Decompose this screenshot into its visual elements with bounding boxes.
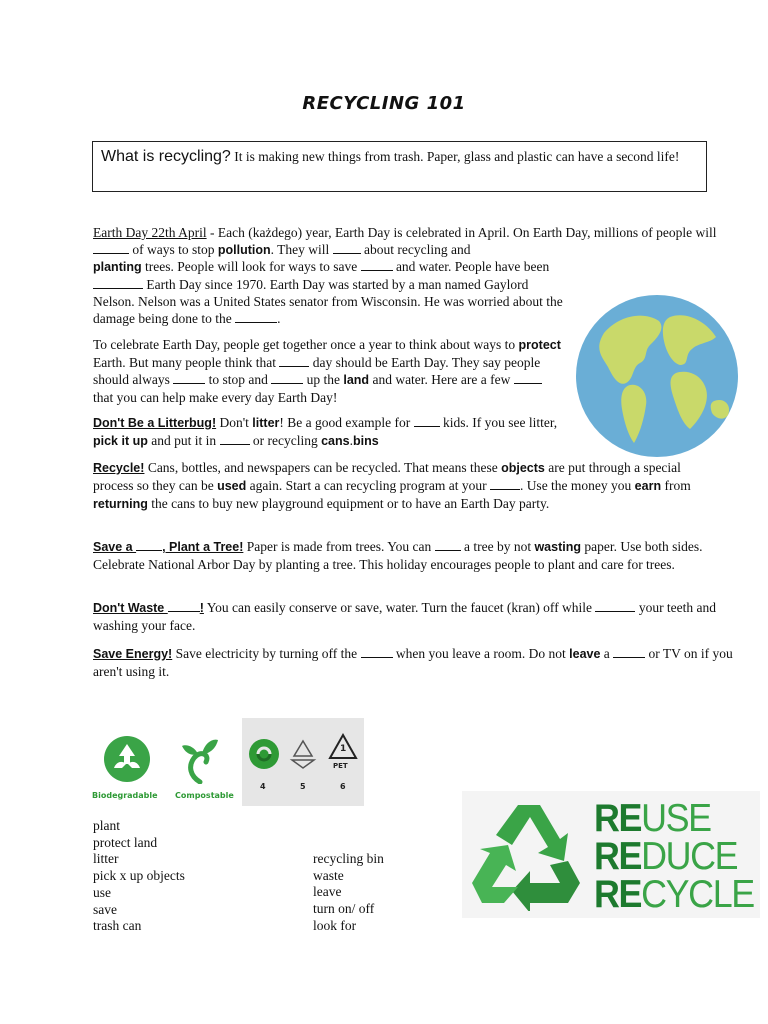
litterbug-paragraph (93, 414, 563, 450)
code-4: 4 (260, 782, 266, 791)
keyword: returning (93, 497, 148, 511)
reduce-prefix: RE (594, 835, 642, 878)
reuse-reduce-recycle-graphic (462, 791, 760, 918)
text: day should be Earth Day. They say people should always (93, 355, 541, 387)
blank (136, 540, 162, 551)
definition-question: What is recycling? (101, 148, 231, 165)
blank (168, 601, 200, 612)
dont-waste-paragraph (93, 599, 723, 634)
text: kids. If you see litter, (439, 415, 558, 430)
text: trees. People will look for ways to save (141, 259, 361, 274)
text: and water. People have been (392, 259, 550, 274)
blank (613, 647, 645, 658)
definition-box (92, 141, 707, 192)
reuse-rest: USE (641, 797, 711, 840)
text: about recycling and (360, 242, 471, 257)
recycle-word (594, 875, 754, 914)
save-energy-heading: Save Energy! (93, 647, 173, 661)
code-6: 6 (340, 782, 346, 791)
word-bank-item: look for (313, 917, 357, 933)
text: To celebrate Earth Day, people get together once a year to think about ways to (93, 337, 519, 352)
keyword: pollution (217, 243, 271, 257)
text: . (277, 311, 281, 326)
word-bank-right (313, 851, 384, 935)
blank (435, 540, 461, 551)
text: to stop and (205, 372, 272, 387)
word-bank-item: use (93, 884, 111, 900)
globe-ocean (576, 295, 738, 457)
keyword: leave (569, 647, 601, 661)
blank (361, 260, 393, 271)
text: . (349, 433, 353, 448)
text: Paper is made from trees. You can (243, 539, 435, 554)
reduce-word (594, 837, 737, 876)
blank (93, 243, 129, 254)
word-bank-item: turn on/ off (313, 901, 375, 917)
pet-number: 1 (340, 744, 347, 754)
text: and put it in (147, 433, 220, 448)
keyword: protect (518, 338, 561, 352)
blank (271, 373, 303, 384)
recycle-paragraph (93, 459, 693, 513)
earth-globe-image (574, 293, 740, 459)
word-bank-left (93, 818, 185, 935)
word-bank-item: waste (313, 867, 344, 883)
save-energy-paragraph (93, 645, 738, 680)
text: . They will (270, 242, 333, 257)
reuse-word (594, 799, 711, 838)
keyword: objects (501, 461, 545, 475)
code-5: 5 (300, 782, 306, 791)
save-tree-paragraph (93, 538, 723, 573)
celebrate-paragraph (93, 336, 563, 406)
text: the cans to buy new playground equipment or to have an Earth Day party. (147, 496, 550, 511)
text: a (600, 646, 614, 661)
text: that you can help make every day Earth Day! (93, 390, 338, 405)
word-bank-item: pick x up objects (93, 868, 185, 884)
text: Cans, bottles, and newspapers can be recycled. That means these (144, 460, 502, 475)
blank (220, 434, 250, 445)
save-tree-heading-end: , Plant a Tree! (162, 540, 244, 554)
text: Earth. But many people think that (93, 355, 280, 370)
keyword: planting (93, 260, 142, 274)
dont-waste-heading: Don't Waste (93, 601, 168, 615)
dont-waste-heading-end: ! (199, 601, 204, 615)
compostable-label: Compostable (175, 791, 234, 800)
pet-label: PET (333, 762, 348, 770)
keyword: litter (252, 416, 280, 430)
litterbug-heading: Don't Be a Litterbug! (93, 416, 217, 430)
recycle-symbol-icon (286, 738, 320, 770)
text: are put through a special process so they can be (93, 460, 681, 493)
keyword: bins (352, 434, 379, 448)
word-bank-item: protect land (93, 834, 158, 850)
biodegradable-label: Biodegradable (92, 791, 158, 800)
eco-icons-panel (92, 718, 364, 806)
keyword: pick it up (93, 434, 148, 448)
earth-day-paragraph-cont (93, 258, 563, 327)
text: from (661, 478, 691, 493)
biodegradable-icon (102, 734, 152, 784)
blank (279, 356, 309, 367)
recycling-codes-panel (242, 718, 364, 806)
definition-answer: It is making new things from trash. Paper, glass and plastic can have a second life! (230, 149, 680, 164)
reduce-rest: DUCE (641, 835, 738, 878)
text: Don't (216, 415, 253, 430)
blank (93, 278, 143, 289)
text: - Each (każdego) year, Earth Day is celebrated in April. On Earth Day, millions of people will (206, 225, 717, 240)
blank (173, 373, 205, 384)
keyword: cans (321, 434, 350, 448)
page-title: RECYCLING 101 (302, 93, 466, 114)
blank (490, 479, 520, 490)
earth-day-paragraph (93, 224, 723, 259)
text: Earth Day since 1970. Earth Day was started by a man named Gaylord Nelson. Nelson was a United States senator from Wisconsin. He was worried about the damage being done to the (93, 277, 563, 326)
text: up the (303, 372, 344, 387)
text: again. Start a can recycling program at your (246, 478, 490, 493)
text: a tree by not (460, 539, 535, 554)
text: You can easily conserve or save, water. Turn the faucet (kran) off while (203, 600, 596, 615)
word-bank-item: recycling bin (313, 851, 384, 866)
recycle-arrows-icon (468, 799, 586, 911)
blank (333, 243, 361, 254)
blank (414, 416, 440, 427)
blank (514, 373, 542, 384)
word-bank-item: save (93, 901, 117, 917)
reuse-prefix: RE (594, 797, 642, 840)
text: your teeth and washing your face. (93, 600, 717, 633)
text: of ways to stop (129, 242, 218, 257)
text: paper. Use both sides. Celebrate National Arbor Day by planting a tree. This holiday encourages people to plant and care for trees. (93, 539, 703, 572)
text: Save electricity by turning off the (172, 646, 361, 661)
blank (361, 647, 393, 658)
keyword: wasting (534, 540, 581, 554)
recycle-heading: Recycle! (93, 461, 145, 475)
blank (235, 312, 277, 323)
recycle-prefix: RE (594, 873, 642, 916)
text: . Use the money you (519, 478, 635, 493)
word-bank-item: trash can (93, 918, 142, 934)
keyword: earn (634, 479, 662, 493)
recycle-rest: CYCLE (641, 873, 754, 916)
save-tree-heading: Save a (93, 540, 137, 554)
blank (595, 601, 635, 612)
text: ! Be a good example for (279, 415, 414, 430)
word-bank-item: leave (313, 884, 342, 900)
word-bank-item: litter (93, 851, 119, 867)
earth-day-heading: Earth Day 22th April (93, 225, 207, 240)
word-bank-item: plant (93, 818, 120, 833)
text: or recycling (249, 433, 322, 448)
compostable-icon (180, 732, 220, 784)
text: and water. Here are a few (369, 372, 514, 387)
text: or TV on if you aren't using it. (93, 646, 733, 679)
text: when you leave a room. Do not (392, 646, 570, 661)
keyword: used (217, 479, 247, 493)
keyword: land (343, 373, 370, 387)
green-dot-icon (248, 738, 280, 770)
